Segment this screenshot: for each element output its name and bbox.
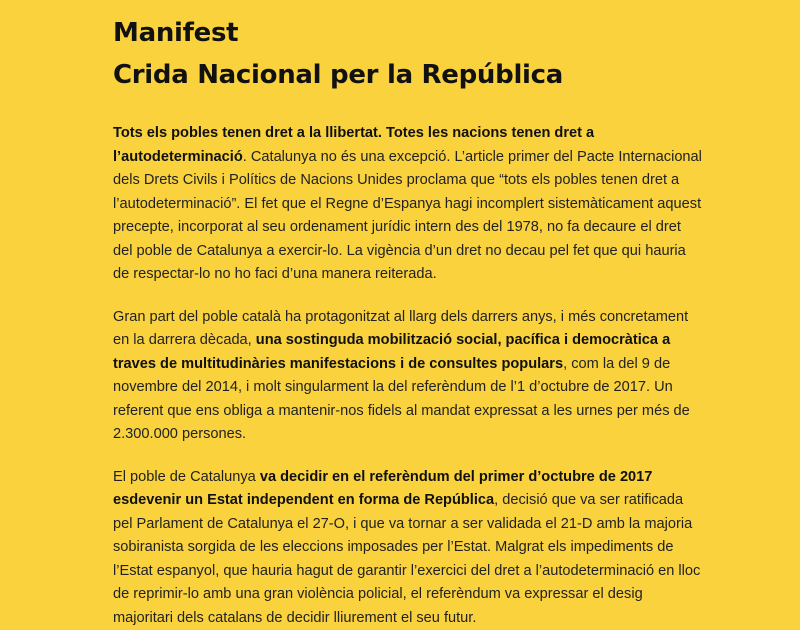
paragraph-referendum: [113, 466, 703, 630]
paragraph-3-bold-1: va decidir en el referèndum del primer d’octubre de 2017 esdevenir un Estat independent en forma de República: [113, 469, 652, 509]
page-title: [113, 12, 800, 96]
paragraph-1-text-1: . Catalunya no és una excepció. L’article primer del Pacte Internacional dels Drets Civils i Polítics de Nacions Unides proclama que “tots els pobles tenen dret a l’autodeterminació”. El fet que el Regne d’Espanya hagi incomplert sistemàticament aquest precepte, incorporat al seu ordenament jurídic intern des del 1978, no fa decaure el dret del poble de Catalunya a exercir-lo. La vigència d’un dret no decau pel fet que qui hauria de respectar-lo no ho faci d’una manera reiterada.: [113, 149, 702, 283]
paragraph-autodeterminacio: [113, 122, 703, 287]
title-line-crida: Crida Nacional per la República: [113, 60, 563, 90]
paragraph-3-text-1: El poble de Catalunya: [113, 469, 260, 485]
paragraph-3-text-2: , decisió que va ser ratificada pel Parlament de Catalunya el 27-O, i que va tornar a ser validada el 21-D amb la majoria sobiranista sorgida de les eleccions imposades per l’Estat. Malgrat els impediments de l’Estat espanyol, que hauria hagut de garantir l’exercici del dret a l’autodeterminació en lloc de reprimir-lo amb una gran violència policial, el referèndum va expressar el desig majoritari dels catalans de decidir lliurement el seu futur.: [113, 492, 700, 626]
paragraph-2-bold-1: una sostinguda mobilització social, pacífica i democràtica a traves de multitudinàries manifestacions i de consultes populars: [113, 332, 670, 372]
paragraph-mobilitzacio: [113, 306, 703, 447]
paragraph-2-text-2: , com la del 9 de novembre del 2014, i molt singularment la del referèndum de l’1 d’octubre de 2017. Un referent que ens obliga a mantenir-nos fidels al mandat expressat a les urnes per més de 2.300.000 persones.: [113, 356, 690, 443]
paragraph-2-text-1: Gran part del poble català ha protagonitzat al llarg dels darrers anys, i més concretament en la darrera dècada,: [113, 309, 688, 349]
manifest-body: [113, 122, 703, 630]
title-line-manifest: Manifest: [113, 18, 238, 48]
paragraph-1-bold-1: Tots els pobles tenen dret a la llibertat. Totes les nacions tenen dret a l’autodeterminació: [113, 125, 594, 165]
